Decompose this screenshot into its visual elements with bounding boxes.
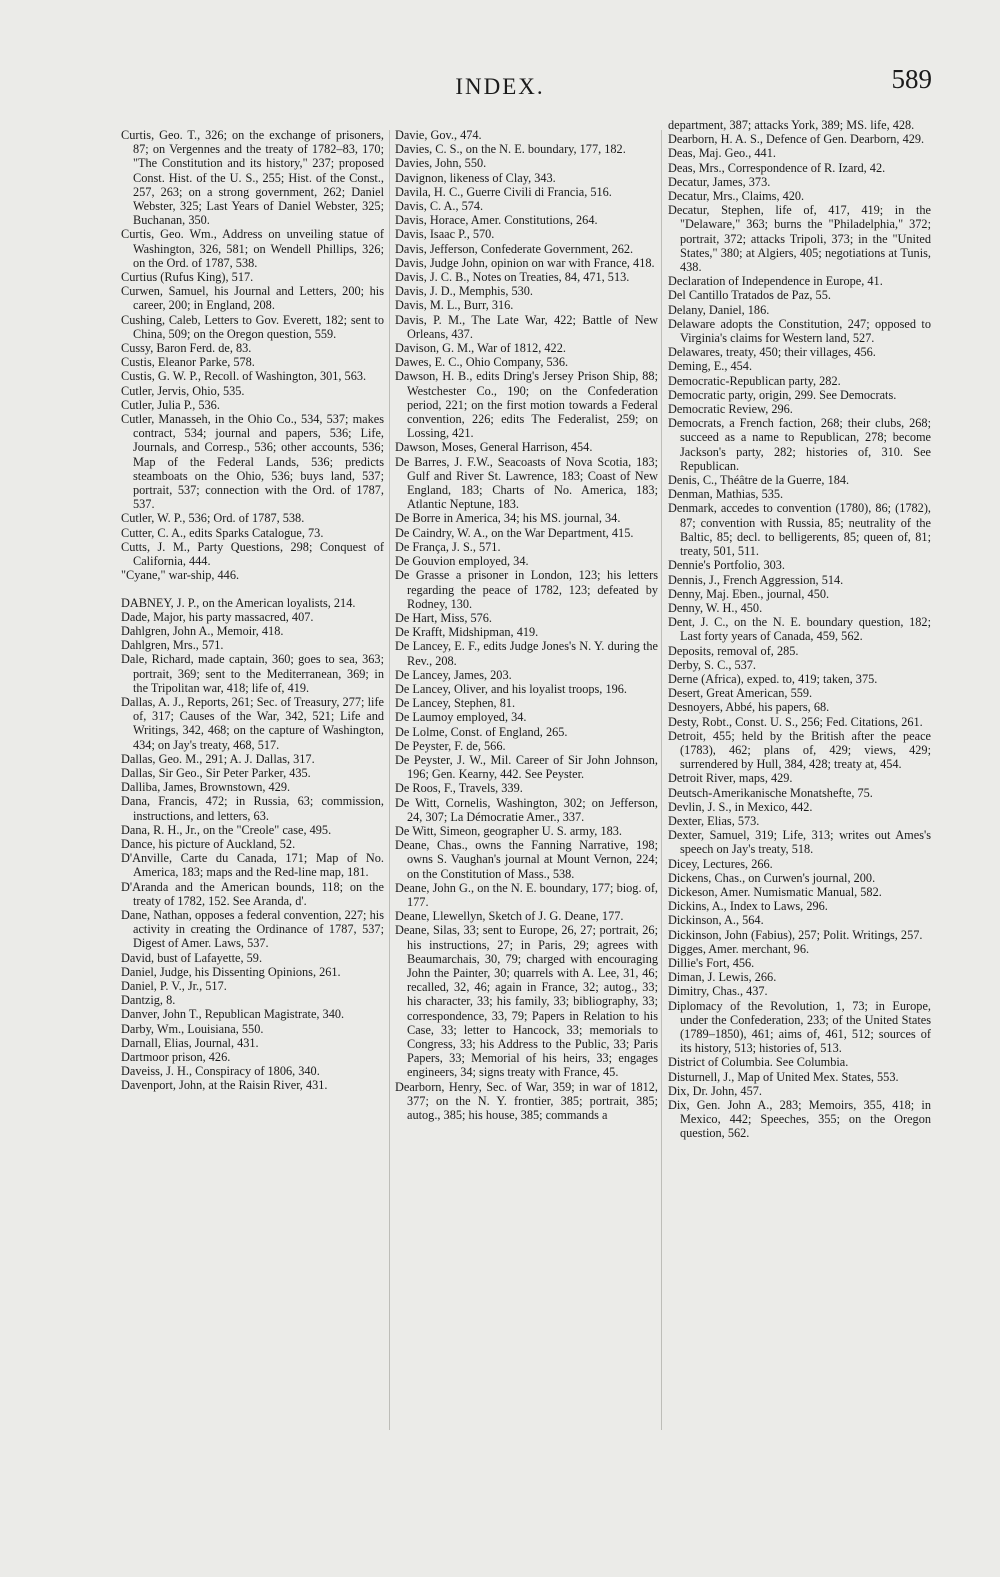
index-entry: Dana, R. H., Jr., on the "Creole" case, 495. [121,822,332,837]
index-entry: Dallas, A. J., Reports, 261; Sec. of Treasury, 277; life of, 317; Causes of the War, 342, 521; Life and Writings, 342, 468; on the capture of Washington, 434; on Jay's treaty, 468, 517. [121,694,384,752]
index-entry: Curwen, Samuel, his Journal and Letters, 200; his career, 200; in England, 208. [121,284,384,313]
index-entry: Dawson, Moses, General Harrison, 454. [395,440,593,455]
index-entry: Dickinson, John (Fabius), 257; Polit. Writings, 257. [668,927,923,942]
index-entry: De Caindry, W. A., on the War Department, 415. [395,525,634,540]
index-entry: Dale, Richard, made captain, 360; goes to sea, 363; portrait, 369; sent to the Mediterranean, 369; in the Tripolitan war, 418; life of, 419. [121,652,384,695]
index-entry: Custis, G. W. P., Recoll. of Washington, 301, 563. [121,369,367,384]
index-entry: Curtis, Geo. Wm., Address on unveiling statue of Washington, 326, 581; on Wendell Phillips, 326; on the Ord. of 1787, 538. [121,227,384,270]
index-entry: Devlin, J. S., in Mexico, 442. [668,799,813,814]
index-entry: Decatur, Mrs., Claims, 420. [668,189,805,204]
index-entry: Deas, Maj. Geo., 441. [668,146,776,161]
index-entry: Cutler, Manasseh, in the Ohio Co., 534, 537; makes contract, 534; journal and papers, 536; Life, Journals, and Corresp., 536; other accounts, 536; Map of the Federal Lands, 536; predicts steamboats on the Ohio, 536; buys land, 537; portrait, 537; connection with the Ord. of 1787, 537. [121,412,384,512]
page-number: 589 [891,64,932,94]
index-entry: Dickens, Chas., on Curwen's journal, 200. [668,870,876,885]
index-entry: Daveiss, J. H., Conspiracy of 1806, 340. [121,1064,320,1079]
index-entry: De Gouvion employed, 34. [395,554,529,569]
index-entry: Delawares, treaty, 450; their villages, 456. [668,345,876,360]
index-entry: Dicey, Lectures, 266. [668,856,773,871]
index-entry: David, bust of Lafayette, 59. [121,950,263,965]
index-entry: Diman, J. Lewis, 266. [668,970,777,985]
index-entry: De Lancey, Oliver, and his loyalist troops, 196. [395,681,627,696]
index-entry: De Lancey, James, 203. [395,667,512,682]
index-entry: Davenport, John, at the Raisin River, 431. [121,1078,328,1093]
index-entry: Custis, Eleanor Parke, 578. [121,355,255,370]
index-entry: De França, J. S., 571. [395,539,501,554]
index-entry: Dennie's Portfolio, 303. [668,558,785,573]
index-entry: District of Columbia. See Columbia. [668,1055,849,1070]
index-entry: Delaware adopts the Constitution, 247; opposed to Virginia's claims for Western land, 527. [668,316,931,346]
index-entry: Davis, Judge John, opinion on war with France, 418. [395,255,655,270]
index-entry: Denny, Maj. Eben., journal, 450. [668,586,830,601]
index-entry: De Barres, J. F.W., Seacoasts of Nova Scotia, 183; Gulf and River St. Lawrence, 183; Coast of New England, 183; Charts of No. America, 183; Atlantic Neptune, 183. [395,454,658,512]
index-entry: Denny, W. H., 450. [668,600,763,615]
index-entry: De Hart, Miss, 576. [395,610,493,625]
index-entry: DABNEY, J. P., on the American loyalists, 214. [121,595,356,610]
index-entry: De Grasse a prisoner in London, 123; his letters regarding the peace of 1782, 123; defeated by Rodney, 130. [395,568,658,611]
index-entry: Deane, Chas., owns the Fanning Narrative, 198; owns S. Vaughan's journal at Mount Vernon, 224; on the Constitution of Mass., 538. [395,838,658,881]
index-entry: Cutter, C. A., edits Sparks Catalogue, 73. [121,525,324,540]
index-column-3 [668,118,931,1141]
index-entry: Dillie's Fort, 456. [668,955,755,970]
index-entry: Decatur, Stephen, life of, 417, 419; in the "Delaware," 363; burns the "Philadelphia," 372; portrait, 372; attacks Tripoli, 373; in the "United States," 380; at Algiers, 405; negotiations at Tunis, 438. [668,203,931,275]
index-entry: Digges, Amer. merchant, 96. [668,941,810,956]
index-entry: Dexter, Samuel, 319; Life, 313; writes out Ames's speech on Jay's treaty, 518. [668,828,931,857]
index-entry: Democratic-Republican party, 282. [668,373,841,388]
index-entry: De Witt, Simeon, geographer U. S. army, 183. [395,823,622,838]
index-entry: De Krafft, Midshipman, 419. [395,625,539,640]
index-entry: Deane, Llewellyn, Sketch of J. G. Deane, 177. [395,909,624,924]
index-entry: Davis, Horace, Amer. Constitutions, 264. [395,213,598,228]
index-entry: Davis, P. M., The Late War, 422; Battle of New Orleans, 437. [395,312,658,341]
index-entry: Deming, E., 454. [668,359,753,374]
index-entry: Davignon, likeness of Clay, 343. [395,170,556,185]
index-entry: Dearborn, Henry, Sec. of War, 359; in war of 1812, 377; on the N. Y. frontier, 385; portrait, 385; autog., 385; his house, 385; commands a [395,1079,658,1123]
index-entry: Denmark, accedes to convention (1780), 86; (1782), 87; convention with Russia, 85; neutrality of the Baltic, 85; decl. to belligerents, 85; queen of, 81; treaty, 501, 511. [668,501,931,559]
index-entry: Davis, C. A., 574. [395,199,484,214]
index-entry: Desnoyers, Abbé, his papers, 68. [668,700,830,715]
index-entry: De Roos, F., Travels, 339. [395,781,523,796]
index-entry: Democrats, a French faction, 268; their clubs, 268; succeed as a name to Republican, 278; become Jackson's party, 282; histories of, 310. See Republican. [668,416,931,473]
index-entry: Daniel, P. V., Jr., 517. [121,978,227,993]
index-entry: De Peyster, J. W., Mil. Career of Sir John Johnson, 196; Gen. Kearny, 442. See Peyster. [395,752,658,782]
index-entry: Decatur, James, 373. [668,174,771,189]
index-entry: Dix, Dr. John, 457. [668,1083,762,1098]
index-column-1 [121,128,384,1093]
index-entry: Davis, M. L., Burr, 316. [395,298,514,313]
index-entry: Davis, J. C. B., Notes on Treaties, 84, 471, 513. [395,270,630,285]
index-entry: Daniel, Judge, his Dissenting Opinions, 261. [121,964,341,979]
page-title: INDEX. [455,74,545,99]
index-entry: De Lolme, Const. of England, 265. [395,724,568,739]
index-entry: Darnall, Elias, Journal, 431. [121,1035,259,1050]
index-entry: Dexter, Elias, 573. [668,813,760,828]
index-entry: "Cyane," war-ship, 446. [121,568,240,583]
index-entry: Dickeson, Amer. Numismatic Manual, 582. [668,884,882,899]
index-entry: Detroit River, maps, 429. [668,771,793,786]
index-entry: De Peyster, F. de, 566. [395,738,506,753]
index-entry: De Laumoy employed, 34. [395,710,527,725]
index-entry: Deane, John G., on the N. E. boundary, 177; biog. of, 177. [395,880,658,909]
index-entry: Disturnell, J., Map of United Mex. States, 553. [668,1069,899,1084]
index-entry: Dantzig, 8. [121,993,176,1008]
index-entry: Danver, John T., Republican Magistrate, 340. [121,1007,345,1022]
index-entry: De Witt, Cornelis, Washington, 302; on Jefferson, 24, 307; La Démocratie Amer., 337. [395,795,658,824]
index-entry: Dallas, Sir Geo., Sir Peter Parker, 435. [121,765,311,780]
index-entry: Declaration of Independence in Europe, 41. [668,274,883,289]
index-entry: Diplomacy of the Revolution, 1, 73; in Europe, under the Confederation, 233; of the United States (1789–1850), 461; aims of, 461, 512; sources of its history, 513; histories of, 513. [668,998,931,1056]
index-entry: De Borre in America, 34; his MS. journal, 34. [395,511,621,526]
index-entry: De Lancey, Stephen, 81. [395,696,516,711]
index-entry: Dade, Major, his party massacred, 407. [121,609,314,624]
index-entry: Deas, Mrs., Correspondence of R. Izard, 42. [668,160,886,175]
index-entry: Deposits, removal of, 285. [668,643,799,658]
index-entry: Dent, J. C., on the N. E. boundary question, 182; Last forty years of Canada, 459, 562. [668,615,931,644]
index-entry: department, 387; attacks York, 389; MS. life, 428. [668,118,915,132]
index-entry: Davies, John, 550. [395,156,487,171]
index-column-2 [395,128,658,1122]
index-entry: Dahlgren, Mrs., 571. [121,638,224,653]
index-entry: Davis, Isaac P., 570. [395,227,495,242]
index-entry: Cutler, Julia P., 536. [121,397,220,412]
index-entry: Dahlgren, John A., Memoir, 418. [121,623,284,638]
index-entry: Dickins, A., Index to Laws, 296. [668,899,828,914]
index-entry: Democratic party, origin, 299. See Democrats. [668,387,897,402]
index-entry: Cushing, Caleb, Letters to Gov. Everett, 182; sent to China, 509; on the Oregon question, 559. [121,312,384,341]
index-entry: Davis, J. D., Memphis, 530. [395,284,533,299]
index-entry: Deutsch-Amerikanische Monatshefte, 75. [668,785,873,800]
index-entry: Darby, Wm., Louisiana, 550. [121,1021,264,1036]
index-entry: De Lancey, E. F., edits Judge Jones's N. Y. during the Rev., 208. [395,639,658,668]
index-entry: Dickinson, A., 564. [668,913,764,928]
index-entry: Desert, Great American, 559. [668,686,813,701]
column-divider [661,130,662,1430]
index-entry: Dix, Gen. John A., 283; Memoirs, 355, 418; in Mexico, 442; Speeches, 355; on the Oregon question, 562. [668,1098,931,1141]
index-entry: Dane, Nathan, opposes a federal convention, 227; his activity in creating the Ordinance of 1787, 537; Digest of Amer. Laws, 537. [121,907,384,951]
index-entry: Cutler, Jervis, Ohio, 535. [121,383,245,398]
index-entry: D'Anville, Carte du Canada, 171; Map of No. America, 183; maps and the Red-line map, 181. [121,851,384,880]
index-entry: Del Cantillo Tratados de Paz, 55. [668,288,831,303]
index-entry: Dawson, H. B., edits Dring's Jersey Prison Ship, 88; Westchester Co., 190; on the Confederation period, 221; on the first motion towards a Federal convention, 226; edits The Federalist, 259; on Lossing, 421. [395,369,658,441]
index-entry: Dimitry, Chas., 437. [668,984,768,999]
index-entry: Dearborn, H. A. S., Defence of Gen. Dearborn, 429. [668,132,925,147]
index-entry: Dance, his picture of Auckland, 52. [121,836,296,851]
index-entry: Dallas, Geo. M., 291; A. J. Dallas, 317. [121,751,315,766]
index-entry: Davies, C. S., on the N. E. boundary, 177, 182. [395,142,626,157]
index-entry: Curtius (Rufus King), 517. [121,270,254,285]
index-entry: Democratic Review, 296. [668,402,793,417]
index-entry: Dana, Francis, 472; in Russia, 63; commission, instructions, and letters, 63. [121,794,384,823]
index-entry: Dalliba, James, Brownstown, 429. [121,780,291,795]
index-entry: Davison, G. M., War of 1812, 422. [395,341,566,356]
index-entry: Cutler, W. P., 536; Ord. of 1787, 538. [121,511,305,526]
index-entry: Desty, Robt., Const. U. S., 256; Fed. Citations, 261. [668,714,923,729]
index-entry: Davis, Jefferson, Confederate Government, 262. [395,241,634,256]
index-entry: Delany, Daniel, 186. [668,302,770,317]
index-entry: Curtis, Geo. T., 326; on the exchange of prisoners, 87; on Vergennes and the treaty of 1782–83, 170; "The Constitution and its history," 237; proposed Const. Hist. of the U. S., 255; Hist. of the Const., 257, 263; on a strong government, 262; Daniel Webster, 325; Last Years of Daniel Webster, 325; Buchanan, 350. [121,128,384,228]
index-entry: Derby, S. C., 537. [668,657,757,672]
index-entry: D'Aranda and the American bounds, 118; on the treaty of 1782, 152. See Aranda, d'. [121,879,384,908]
index-entry: Denis, C., Théâtre de la Guerre, 184. [668,473,850,488]
index-entry: Davila, H. C., Guerre Civili di Francia, 516. [395,184,612,199]
index-entry: Derne (Africa), exped. to, 419; taken, 375. [668,671,878,686]
index-entry: Denman, Mathias, 535. [668,487,784,502]
index-entry: Detroit, 455; held by the British after the peace (1783), 462; plans of, 429; views, 429; surrendered by Hull, 384, 428; treaty at, 454. [668,728,931,772]
index-entry: Dartmoor prison, 426. [121,1050,231,1064]
index-entry: Deane, Silas, 33; sent to Europe, 26, 27; portrait, 26; his instructions, 27; in Paris, 29; agrees with Beaumarchais, 30, 79; charged with encouraging John the Painter, 30; quarrels with A. Lee, 31, 46; recalled, 32, 46; again in France, 32; autog., 33; his character, 33; his family, 33; bibliography, 33; correspondence, 33, 79; Papers in Relation to his Case, 33; letter to Hancock, 33; memorials to Congress, 33; his Address to the Public, 33; Paris Papers, 33; Memorial of his heirs, 33; engages engineers, 34; signs treaty with France, 45. [395,923,658,1080]
index-entry: Dennis, J., French Aggression, 514. [668,572,844,587]
index-entry: Davie, Gov., 474. [395,128,482,142]
index-entry: Cussy, Baron Ferd. de, 83. [121,341,252,356]
index-entry: Dawes, E. C., Ohio Company, 536. [395,355,569,370]
index-entry: Cutts, J. M., Party Questions, 298; Conquest of California, 444. [121,539,384,569]
column-divider [389,130,390,1430]
